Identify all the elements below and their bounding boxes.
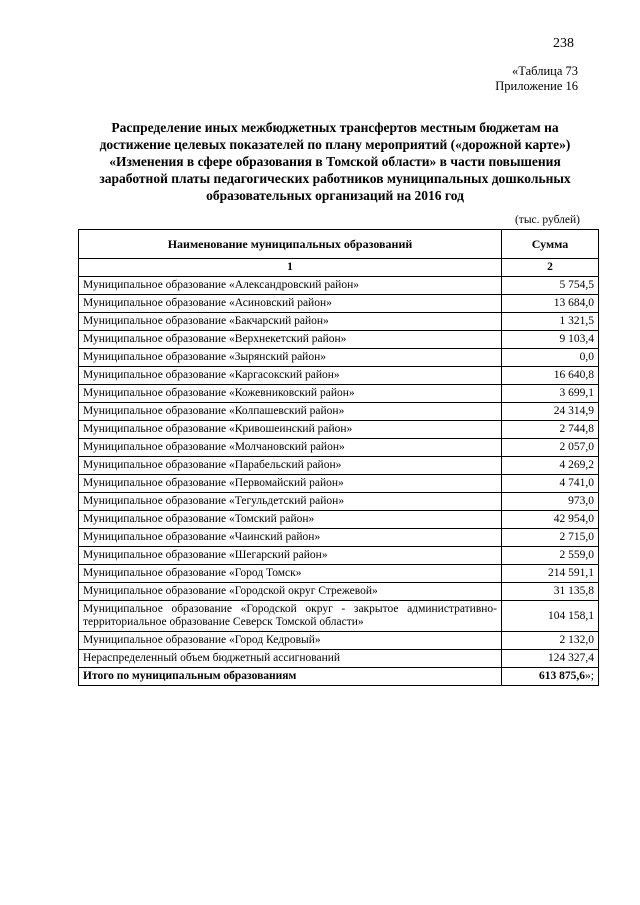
row-sum: 31 135,8 — [502, 583, 599, 601]
column-number-row — [79, 259, 599, 277]
row-sum: 124 327,4 — [502, 650, 599, 668]
row-name: Муниципальное образование «Город Кедровый» — [79, 632, 502, 650]
row-sum: 2 057,0 — [502, 439, 599, 457]
row-name: Муниципальное образование «Каргасокский район» — [79, 367, 502, 385]
row-sum: 4 741,0 — [502, 475, 599, 493]
table-row — [79, 565, 599, 583]
total-sum-cell — [502, 668, 599, 686]
row-name: Муниципальное образование «Асиновский район» — [79, 295, 502, 313]
row-name: Муниципальное образование «Кожевниковский район» — [79, 385, 502, 403]
row-sum: 1 321,5 — [502, 313, 599, 331]
row-name: Муниципальное образование «Зырянский район» — [79, 349, 502, 367]
table-row — [79, 475, 599, 493]
row-sum: 16 640,8 — [502, 367, 599, 385]
row-name: Муниципальное образование «Молчановский район» — [79, 439, 502, 457]
table-row — [79, 583, 599, 601]
total-sum: 613 875,6 — [539, 670, 586, 682]
appendix-number: Приложение 16 — [495, 79, 578, 93]
row-sum: 973,0 — [502, 493, 599, 511]
row-name: Муниципальное образование «Томский район» — [79, 511, 502, 529]
distribution-table — [78, 229, 599, 686]
column-number-1: 1 — [79, 259, 502, 277]
row-sum: 2 744,8 — [502, 421, 599, 439]
table-row — [79, 632, 599, 650]
table-row — [79, 385, 599, 403]
header-municipality: Наименование муниципальных образований — [79, 230, 502, 259]
table-header-row — [79, 230, 599, 259]
row-sum: 4 269,2 — [502, 457, 599, 475]
row-sum: 9 103,4 — [502, 331, 599, 349]
row-sum: 3 699,1 — [502, 385, 599, 403]
table-row — [79, 313, 599, 331]
row-name: Муниципальное образование «Парабельский район» — [79, 457, 502, 475]
total-row — [79, 668, 599, 686]
total-label: Итого по муниципальным образованиям — [79, 668, 502, 686]
table-row — [79, 601, 599, 632]
table-row — [79, 493, 599, 511]
row-name: Нераспределенный объем бюджетный ассигнований — [79, 650, 502, 668]
row-name: Муниципальное образование «Город Томск» — [79, 565, 502, 583]
row-name: Муниципальное образование «Верхнекетский район» — [79, 331, 502, 349]
row-sum: 5 754,5 — [502, 277, 599, 295]
table-row — [79, 295, 599, 313]
table-row — [79, 277, 599, 295]
row-name: Муниципальное образование «Александровский район» — [79, 277, 502, 295]
row-name: Муниципальное образование «Тегульдетский район» — [79, 493, 502, 511]
table-row — [79, 421, 599, 439]
row-sum: 2 559,0 — [502, 547, 599, 565]
row-sum: 2 132,0 — [502, 632, 599, 650]
column-number-2: 2 — [502, 259, 599, 277]
table-row — [79, 457, 599, 475]
row-sum: 42 954,0 — [502, 511, 599, 529]
table-row — [79, 511, 599, 529]
row-name: Муниципальное образование «Чаинский район» — [79, 529, 502, 547]
row-name: Муниципальное образование «Бакчарский район» — [79, 313, 502, 331]
row-name: Муниципальное образование «Городской округ Стрежевой» — [79, 583, 502, 601]
row-sum: 2 715,0 — [502, 529, 599, 547]
page-number: 238 — [553, 36, 574, 51]
table-number: «Таблица 73 — [512, 64, 578, 78]
row-name: Муниципальное образование «Кривошеинский район» — [79, 421, 502, 439]
row-name: Муниципальное образование «Первомайский район» — [79, 475, 502, 493]
row-name: Муниципальное образование «Шегарский район» — [79, 547, 502, 565]
row-sum: 214 591,1 — [502, 565, 599, 583]
row-sum: 24 314,9 — [502, 403, 599, 421]
row-name: Муниципальное образование «Колпашевский район» — [79, 403, 502, 421]
unit-label: (тыс. рублей) — [514, 214, 580, 226]
row-sum: 13 684,0 — [502, 295, 599, 313]
table-row — [79, 349, 599, 367]
table-row — [79, 547, 599, 565]
table-row — [79, 529, 599, 547]
row-sum: 104 158,1 — [502, 601, 599, 632]
header-sum: Сумма — [502, 230, 599, 259]
table-row — [79, 331, 599, 349]
table-row — [79, 439, 599, 457]
table-reference — [495, 64, 578, 94]
document-title: Распределение иных межбюджетных трансфертов местным бюджетам на достижение целевых показателей по плану мероприятий («дорожной карте») «Изменения в сфере образования в Томской области» в части повышения заработной платы педагогических работников муниципальных дошкольных образовательных организаций на 2016 год — [99, 120, 571, 203]
table-row — [79, 403, 599, 421]
row-name: Муниципальное образование «Городской округ - закрытое административно-территориальное образование Северск Томской области» — [79, 601, 502, 632]
total-closing-quote: »; — [585, 670, 594, 682]
table-row — [79, 650, 599, 668]
row-sum: 0,0 — [502, 349, 599, 367]
table-row — [79, 367, 599, 385]
